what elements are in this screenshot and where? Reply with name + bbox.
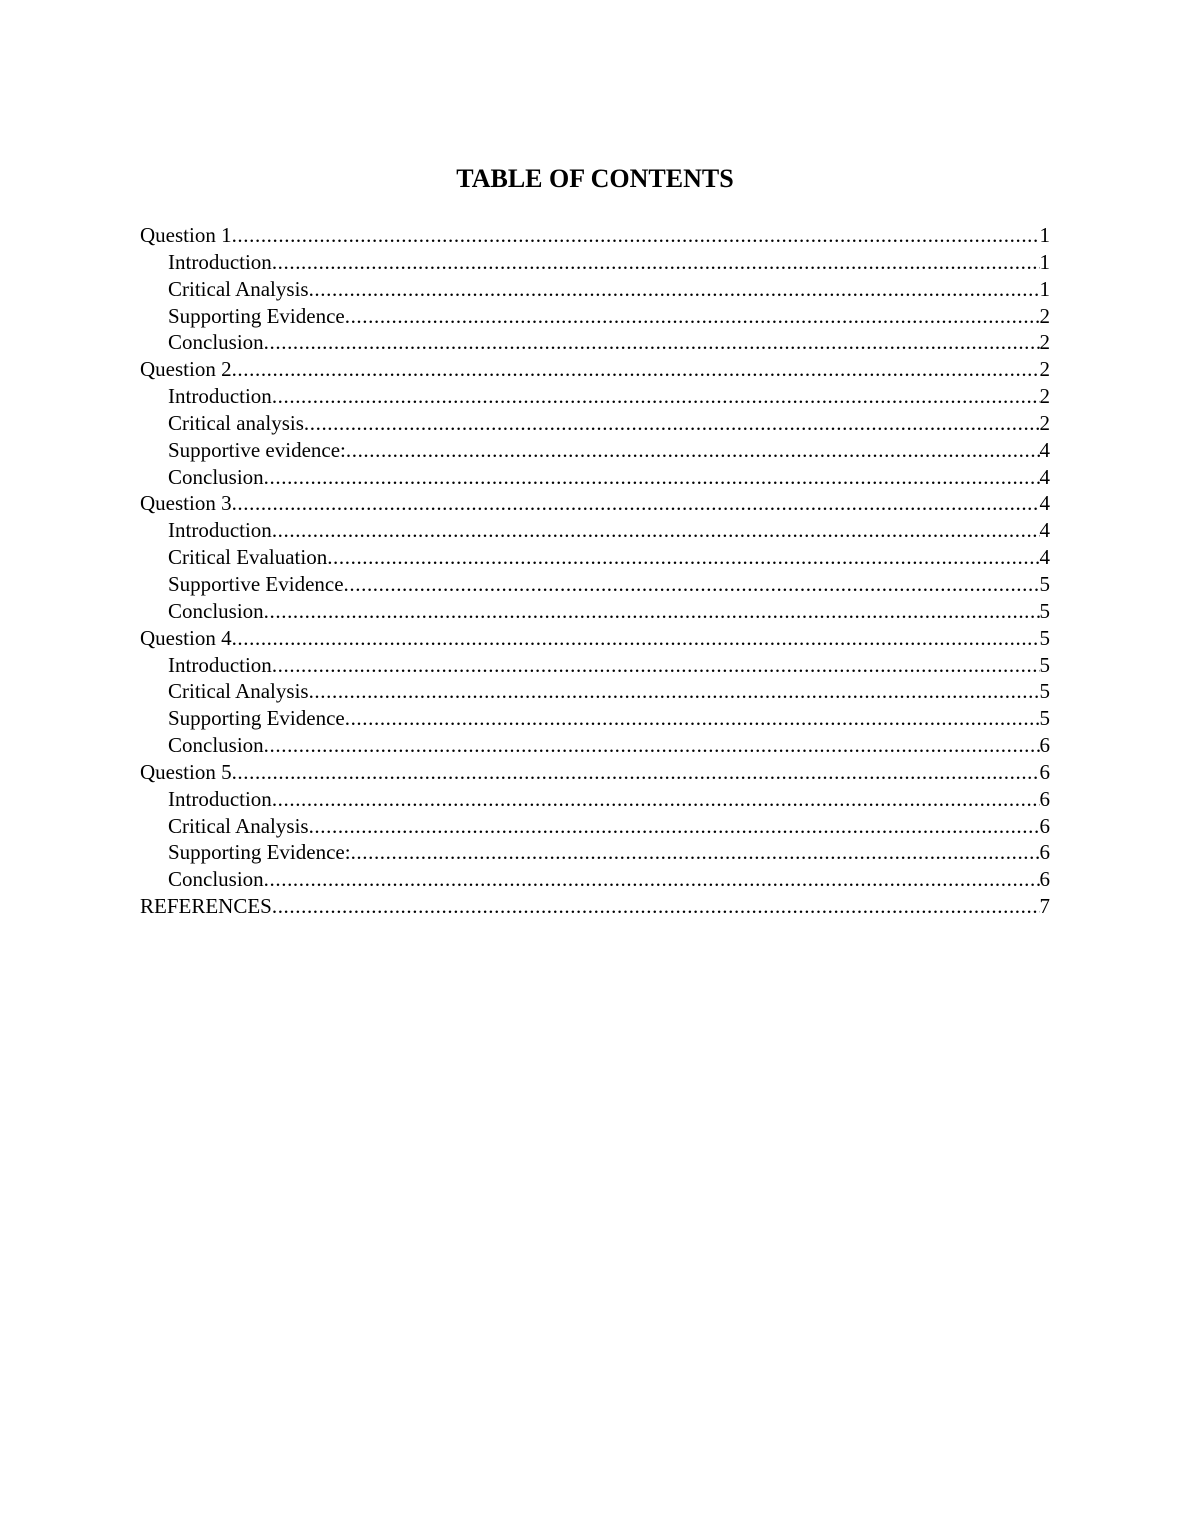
toc-entry[interactable] [140,678,1050,705]
toc-entry-page-number: 4 [1039,437,1050,462]
toc-entry[interactable] [140,356,1050,383]
toc-entry-page-number: 5 [1039,652,1050,677]
toc-entry-label: Critical Analysis [168,679,309,704]
toc-dot-leader [264,464,1040,491]
toc-entry[interactable] [140,839,1050,866]
toc-entry[interactable] [140,329,1050,356]
toc-entry[interactable] [140,732,1050,759]
toc-entry[interactable] [140,303,1050,330]
toc-entry[interactable] [140,652,1050,679]
toc-dot-leader [264,598,1040,625]
toc-dot-leader [232,356,1040,383]
toc-dot-leader [344,571,1040,598]
toc-entry[interactable] [140,625,1050,652]
toc-entry-label: Conclusion [168,733,264,758]
toc-dot-leader [264,329,1040,356]
toc-dot-leader [272,893,1040,920]
toc-entry[interactable] [140,813,1050,840]
toc-entry[interactable] [140,222,1050,249]
toc-entry[interactable] [140,571,1050,598]
toc-entry-page-number: 2 [1039,410,1050,435]
toc-dot-leader [345,303,1040,330]
toc-dot-leader [232,222,1040,249]
toc-entry-page-number: 4 [1039,545,1050,570]
toc-entry[interactable] [140,276,1050,303]
toc-entry-label: Conclusion [168,598,264,623]
toc-entry[interactable] [140,383,1050,410]
toc-entry-label: Introduction [168,652,272,677]
toc-dot-leader [232,625,1040,652]
toc-entry[interactable] [140,490,1050,517]
toc-dot-leader [309,813,1040,840]
toc-entry-page-number: 2 [1039,330,1050,355]
toc-entry-page-number: 2 [1039,357,1050,382]
toc-entry-page-number: 5 [1039,625,1050,650]
toc-entry[interactable] [140,410,1050,437]
toc-entry-page-number: 1 [1039,249,1050,274]
toc-dot-leader [304,410,1040,437]
toc-entry-label: Question 1 [140,223,232,247]
toc-dot-leader [232,759,1040,786]
toc-entry[interactable] [140,249,1050,276]
toc-entry-label: Question 4 [140,625,232,650]
toc-dot-leader [264,866,1040,893]
table-of-contents [140,222,1050,920]
toc-dot-leader [309,678,1040,705]
toc-entry-label: Critical Analysis [168,276,309,301]
toc-entry-label: Critical analysis [168,410,304,435]
toc-entry[interactable] [140,893,1050,920]
toc-entry-page-number: 6 [1039,840,1050,865]
toc-entry-label: Introduction [168,786,272,811]
toc-entry-label: Introduction [168,384,272,409]
toc-entry-label: Conclusion [168,464,264,489]
toc-entry[interactable] [140,705,1050,732]
toc-entry-label: Critical Evaluation [168,545,328,570]
toc-dot-leader [232,490,1040,517]
toc-entry[interactable] [140,517,1050,544]
toc-entry-page-number: 2 [1039,384,1050,409]
toc-entry[interactable] [140,759,1050,786]
toc-entry-label: Introduction [168,518,272,543]
toc-dot-leader [272,249,1040,276]
toc-entry-label: Supporting Evidence: [168,840,351,865]
toc-entry-label: Critical Analysis [168,813,309,838]
toc-entry-page-number: 2 [1039,303,1050,328]
toc-dot-leader [272,786,1040,813]
toc-entry-page-number: 1 [1039,276,1050,301]
toc-entry-page-number: 5 [1039,679,1050,704]
toc-dot-leader [345,705,1040,732]
toc-entry[interactable] [140,786,1050,813]
toc-entry-page-number: 4 [1039,464,1050,489]
toc-entry-label: Conclusion [168,330,264,355]
toc-entry-page-number: 5 [1039,598,1050,623]
toc-entry[interactable] [140,464,1050,491]
toc-entry-page-number: 1 [1039,223,1050,247]
toc-entry[interactable] [140,437,1050,464]
toc-dot-leader [272,517,1040,544]
toc-entry-label: Question 2 [140,357,232,382]
toc-dot-leader [351,839,1040,866]
toc-entry-label: Conclusion [168,867,264,892]
toc-dot-leader [264,732,1040,759]
toc-entry[interactable] [140,598,1050,625]
toc-entry-label: Question 3 [140,491,232,516]
toc-entry-page-number: 6 [1039,867,1050,892]
toc-dot-leader [272,652,1040,679]
toc-entry-label: REFERENCES [140,894,272,919]
toc-title: TABLE OF CONTENTS [456,164,734,193]
toc-entry[interactable] [140,866,1050,893]
toc-entry-label: Supporting Evidence [168,303,345,328]
toc-entry-page-number: 7 [1039,894,1050,919]
toc-entry-page-number: 6 [1039,813,1050,838]
toc-entry-label: Introduction [168,249,272,274]
toc-entry-page-number: 6 [1039,786,1050,811]
toc-dot-leader [327,544,1039,571]
toc-entry-page-number: 6 [1039,733,1050,758]
toc-entry-label: Supporting Evidence [168,706,345,731]
toc-entry-page-number: 5 [1039,706,1050,731]
toc-entry-label: Question 5 [140,759,232,784]
toc-dot-leader [309,276,1040,303]
toc-entry-label: Supportive Evidence [168,571,344,596]
toc-entry-label: Supportive evidence: [168,437,346,462]
toc-entry[interactable] [140,544,1050,571]
toc-dot-leader [346,437,1040,464]
toc-entry-page-number: 4 [1039,491,1050,516]
toc-entry-page-number: 4 [1039,518,1050,543]
toc-dot-leader [272,383,1040,410]
toc-entry-page-number: 6 [1039,759,1050,784]
toc-entry-page-number: 5 [1039,571,1050,596]
